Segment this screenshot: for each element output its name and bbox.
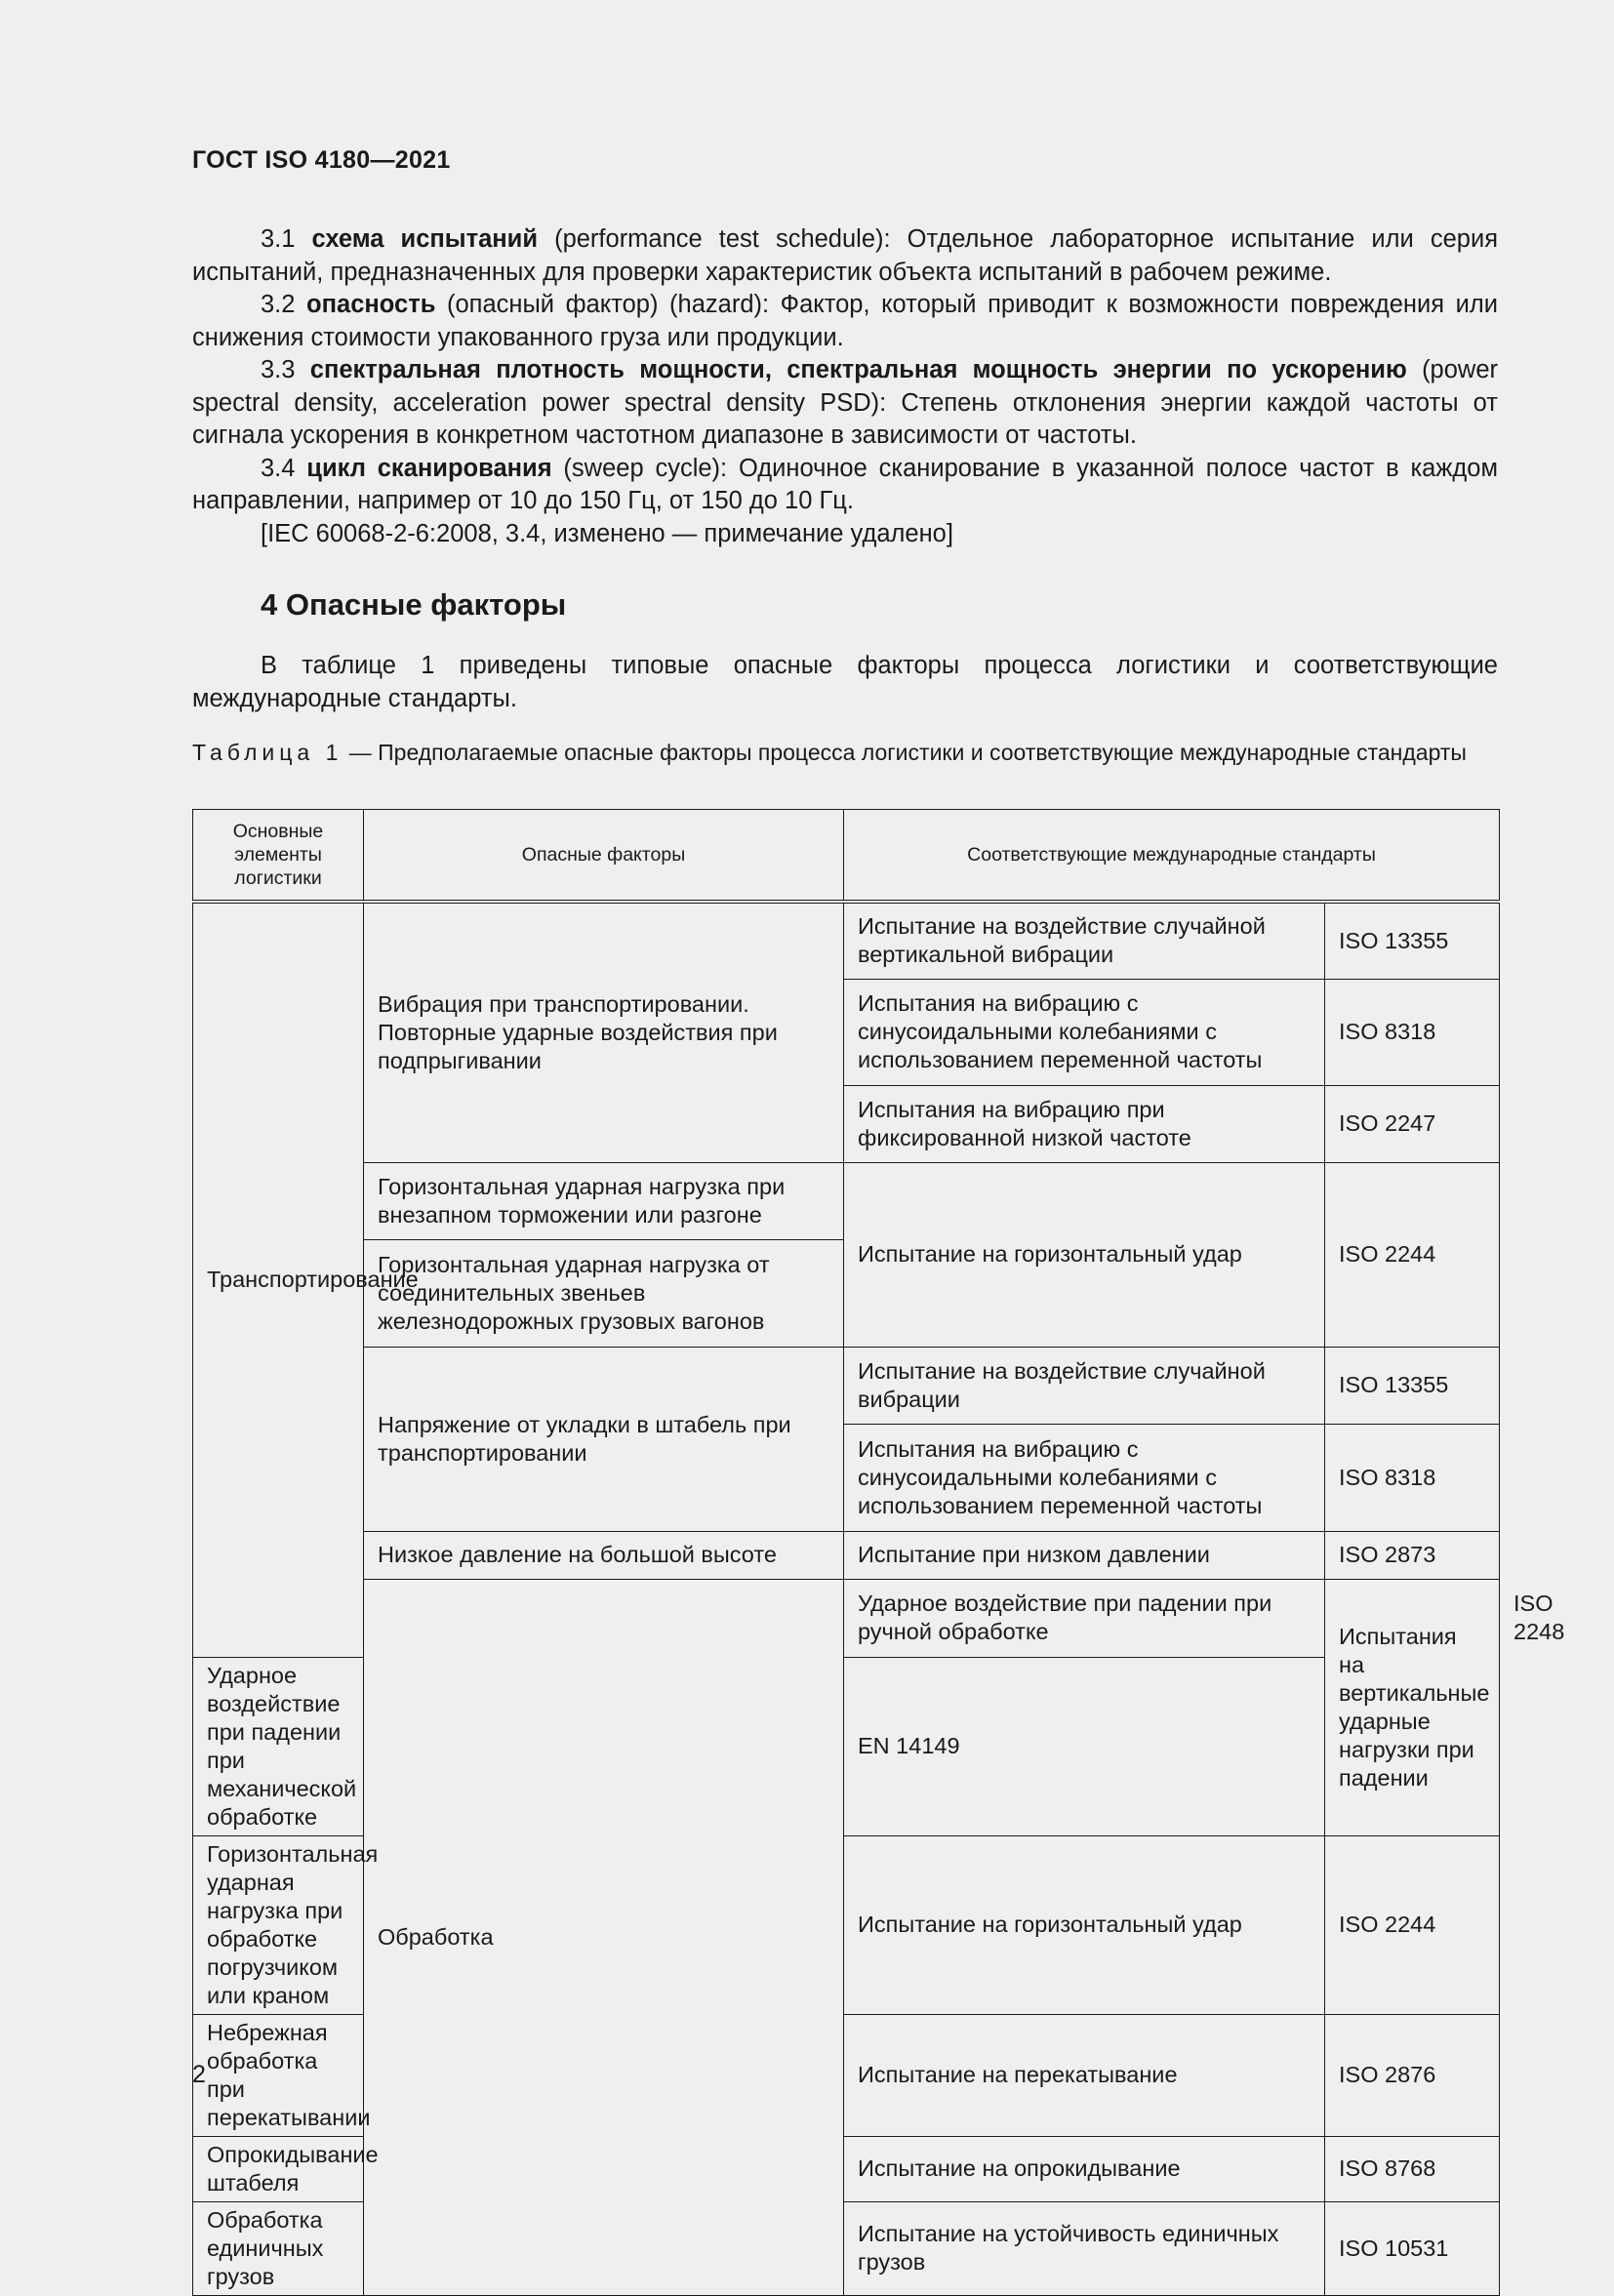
standard-cell: ISO 2244 [1325, 1162, 1500, 1347]
test-cell: Испытание на перекатывание [844, 2014, 1325, 2136]
hazard-cell: Напряжение от укладки в штабель при транспортировании [364, 1347, 844, 1531]
test-cell: Испытания на вибрацию с синусоидальными колебаниями с использованием переменной частоты [844, 979, 1325, 1085]
test-cell: Испытание при низком давлении [844, 1531, 1325, 1579]
hazard-cell: Опрокидывание штабеля [193, 2136, 364, 2201]
term: цикл сканирования [306, 454, 552, 482]
section-intro: В таблице 1 приведены типовые опасные факторы процесса логистики и соответствующие международные стандарты. [192, 652, 1498, 712]
term: схема испытаний [311, 225, 539, 253]
hazard-cell: Низкое давление на большой высоте [364, 1531, 844, 1579]
test-cell: Испытания на вибрацию при фиксированной низкой частоте [844, 1085, 1325, 1162]
standard-cell: ISO 13355 [1325, 1347, 1500, 1424]
test-cell: Испытания на вертикальные ударные нагрузки при падении [1325, 1579, 1500, 1835]
standard-cell: ISO 2873 [1325, 1531, 1500, 1579]
definition-3-3: 3.3 спектральная плотность мощности, спектральная мощность энергии по ускорению (power spectral density, acceleration power spectral density PSD): Степень отклонения энергии каждой частоты от сигнала ускорения в конкретном частотном диапазоне в зависимости от частоты. [192, 356, 1499, 449]
standard-cell: ISO 2876 [1325, 2014, 1500, 2136]
term: спектральная плотность мощности, спектральная мощность энергии по ускорению [309, 356, 1407, 383]
standard-cell: ISO 13355 [1325, 902, 1500, 979]
standard-cell: EN 14149 [844, 1657, 1325, 1835]
test-cell: Испытание на воздействие случайной вертикальной вибрации [844, 902, 1325, 979]
hazard-cell: Небрежная обработка при перекатывании [193, 2014, 364, 2136]
hazard-cell: Обработка единичных грузов [193, 2201, 364, 2295]
hazard-cell: Ударное воздействие при падении при ручной обработке [844, 1579, 1325, 1657]
table-row [193, 902, 1500, 979]
section-title: 4 Опасные факторы [261, 587, 567, 622]
hazard-cell: Ударное воздействие при падении при механической обработке [193, 1657, 364, 1835]
hazard-cell: Вибрация при транспортировании. Повторные ударные воздействия при подпрыгивании [364, 902, 844, 1162]
table-row [193, 1347, 1500, 1424]
test-cell: Испытание на опрокидывание [844, 2136, 1325, 2201]
standard-cell: ISO 2247 [1325, 1085, 1500, 1162]
page-number: 2 [192, 2061, 206, 2088]
table-caption-text: — Предполагаемые опасные факторы процесса логистики и соответствующие международные стандарты [343, 740, 1467, 765]
group-transport: Транспортирование [193, 902, 364, 1657]
standard-cell: ISO 8318 [1325, 979, 1500, 1085]
term: опасность [306, 291, 436, 318]
table-header-row [193, 810, 1500, 903]
test-cell: Испытание на горизонтальный удар [844, 1835, 1325, 2014]
definition-source: [IEC 60068-2-6:2008, 3.4, изменено — примечание удалено] [261, 519, 953, 547]
table-caption [192, 739, 1498, 767]
definition-3-1: 3.1 схема испытаний (performance test schedule): Отдельное лабораторное испытание или серия испытаний, предназначенных для проверки характеристик объекта испытаний в рабочем режиме. [192, 225, 1499, 286]
standard-cell: ISO 2244 [1325, 1835, 1500, 2014]
test-cell: Испытание на устойчивость единичных грузов [844, 2201, 1325, 2295]
hazards-table [192, 809, 1565, 2296]
test-cell: Испытания на вибрацию с синусоидальными колебаниями с использованием переменной частоты [844, 1424, 1325, 1531]
header-standards: Соответствующие международные стандарты [844, 810, 1500, 903]
table-row [193, 1162, 1500, 1239]
definition-3-4: 3.4 цикл сканирования (sweep cycle): Одиночное сканирование в указанной полосе частот в каждом направлении, например от 10 до 150 Гц, от 150 до 10 Гц. [192, 454, 1499, 514]
standard-cell: ISO 8768 [1325, 2136, 1500, 2201]
table-caption-label: Таблица 1 [192, 740, 343, 765]
hazard-cell: Горизонтальная ударная нагрузка при внезапном торможении или разгоне [364, 1162, 844, 1239]
test-cell: Испытание на воздействие случайной вибрации [844, 1347, 1325, 1424]
group-handling: Обработка [364, 1579, 844, 2295]
hazard-cell: Горизонтальная ударная нагрузка от соединительных звеньев железнодорожных грузовых вагонов [364, 1239, 844, 1347]
table-row [193, 1531, 1500, 1579]
table-row: Обработка Ударное воздействие при падении при ручной обработке Испытания на вертикальные ударные нагрузки при падении ISO 2248 [193, 1579, 1500, 1657]
standard-cell: ISO 10531 [1325, 2201, 1500, 2295]
definitions-block [192, 223, 1498, 550]
definition-3-2: 3.2 опасность (опасный фактор) (hazard): Фактор, который приводит к возможности повреждения или снижения стоимости упакованного груза или продукции. [192, 291, 1498, 351]
hazard-cell: Горизонтальная ударная нагрузка при обработке погрузчиком или краном [193, 1835, 364, 2014]
document-header: ГОСТ ISO 4180—2021 [192, 146, 451, 174]
header-logistics-elements: Основные элементы логистики [193, 810, 364, 903]
test-cell: Испытание на горизонтальный удар [844, 1162, 1325, 1347]
standard-cell: ISO 8318 [1325, 1424, 1500, 1531]
header-hazards: Опасные факторы [364, 810, 844, 903]
